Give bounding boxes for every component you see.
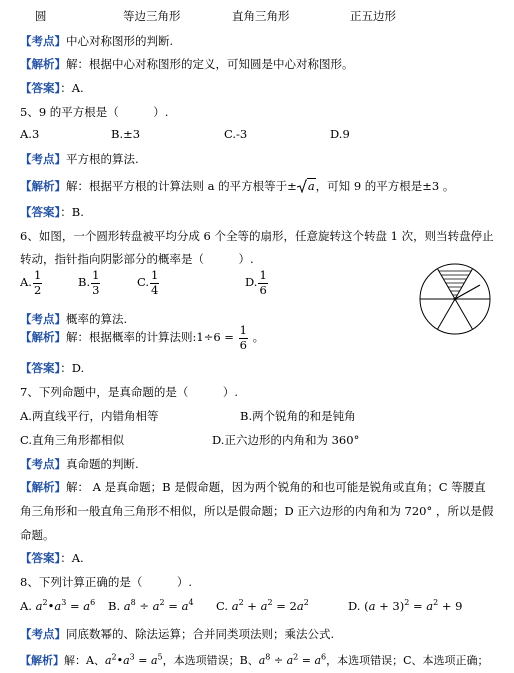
q7-jiexi-line3: 命题。 [20,528,55,542]
q5-option-b: B.±3 [111,127,141,141]
q6-kaodian: 【考点】概率的算法. [20,312,128,326]
q7-option-b: B.两个锐角的和是钝角 [240,409,356,423]
q6-stem-line2: 转动，指针指向阴影部分的概率是（ ）. [20,252,254,266]
q6-jiexi: 【解析】解：根据概率的计算法则:1÷6 = $\frac{1}{6}$ 。 [20,323,265,352]
q8-kaodian: 【考点】同底数幂的、除法运算；合并同类项法则；乘法公式. [20,627,335,641]
q8-option-c: C. $a^2 + a^2 = 2a^2$ [216,598,309,613]
q7-jiexi-line1: 【解析】解： A 是真命题；B 是假命题，因为两个锐角的和也可能是锐角或直角；C 等腰直 [20,480,486,494]
q7-option-d: D.正六边形的内角和为 360° [212,433,360,447]
q5-kaodian: 【考点】平方根的算法. [20,152,139,166]
q5-answer: 【答案】：B. [20,205,84,219]
q5-option-c: C.-3 [224,127,248,141]
shape-label-right-triangle: 直角三角形 [232,9,290,23]
q5-stem: 5、9 的平方根是（ ）. [20,105,169,119]
q6-option-c: C. $\frac{1}{4}$ [137,268,159,297]
sqrt-symbol: a [297,179,316,193]
q4-jiexi: 【解析】解：根据中心对称图形的定义，可知圆是中心对称图形。 [20,57,354,71]
q7-kaodian: 【考点】真命题的判断. [20,457,139,471]
q7-option-c: C.直角三角形都相似 [20,433,125,447]
shape-label-regular-pentagon: 正五边形 [350,9,396,23]
jiexi-tag: 【解析】 [20,57,66,71]
q8-option-b: B. $a^8 \div a^2 = a^4$ [108,598,194,613]
q7-option-a: A.两直线平行，内错角相等 [20,409,159,423]
q6-option-a: A. $\frac{1}{2}$ [20,268,42,297]
q8-option-a: A. $a^2•a^3 = a^6$ [20,598,96,613]
q7-jiexi-line2: 角三角形和一般直角三角形不相似，所以是假命题；D 正六边形的内角和为 720° ，所以是假 [20,504,494,518]
q8-option-d: D. $(a + 3)^2 = a^2 + 9$ [348,598,463,613]
q5-jiexi: 【解析】解：根据平方根的计算法则 a 的平方根等于± a，可知 9 的平方根是±3 。 [20,179,455,193]
kaodian-tag: 【考点】 [20,34,66,48]
spinner-center [454,298,457,301]
q6-answer: 【答案】：D. [20,361,85,375]
q6-option-d: D. $\frac{1}{6}$ [245,268,267,297]
answer-tag: 【答案】 [20,81,61,95]
q8-jiexi: 【解析】解：A、$a^2•a^3 = a^5$，本选项错误；B、$a^8 \div a^2 = a^6$，本选项错误；C、本选项正确； [20,652,489,667]
shape-label-circle: 圆 [35,9,47,23]
radical-icon [297,179,307,193]
q6-stem-line1: 6、如图，一个圆形转盘被平均分成 6 个全等的扇形，任意旋转这个转盘 1 次，则当转盘停止 [20,229,494,243]
q8-stem: 8、下列计算正确的是（ ）. [20,575,192,589]
q6-option-b: B. $\frac{1}{3}$ [78,268,100,297]
shape-label-equilateral-triangle: 等边三角形 [123,9,181,23]
q4-kaodian: 【考点】中心对称图形的判断. [20,34,174,48]
q4-answer: 【答案】：A. [20,81,84,95]
q5-option-a: A.3 [20,127,40,141]
q5-option-d: D.9 [330,127,350,141]
spinner-diagram [414,258,496,340]
q7-stem: 7、下列命题中，是真命题的是（ ）. [20,385,238,399]
q7-answer: 【答案】：A. [20,551,84,565]
